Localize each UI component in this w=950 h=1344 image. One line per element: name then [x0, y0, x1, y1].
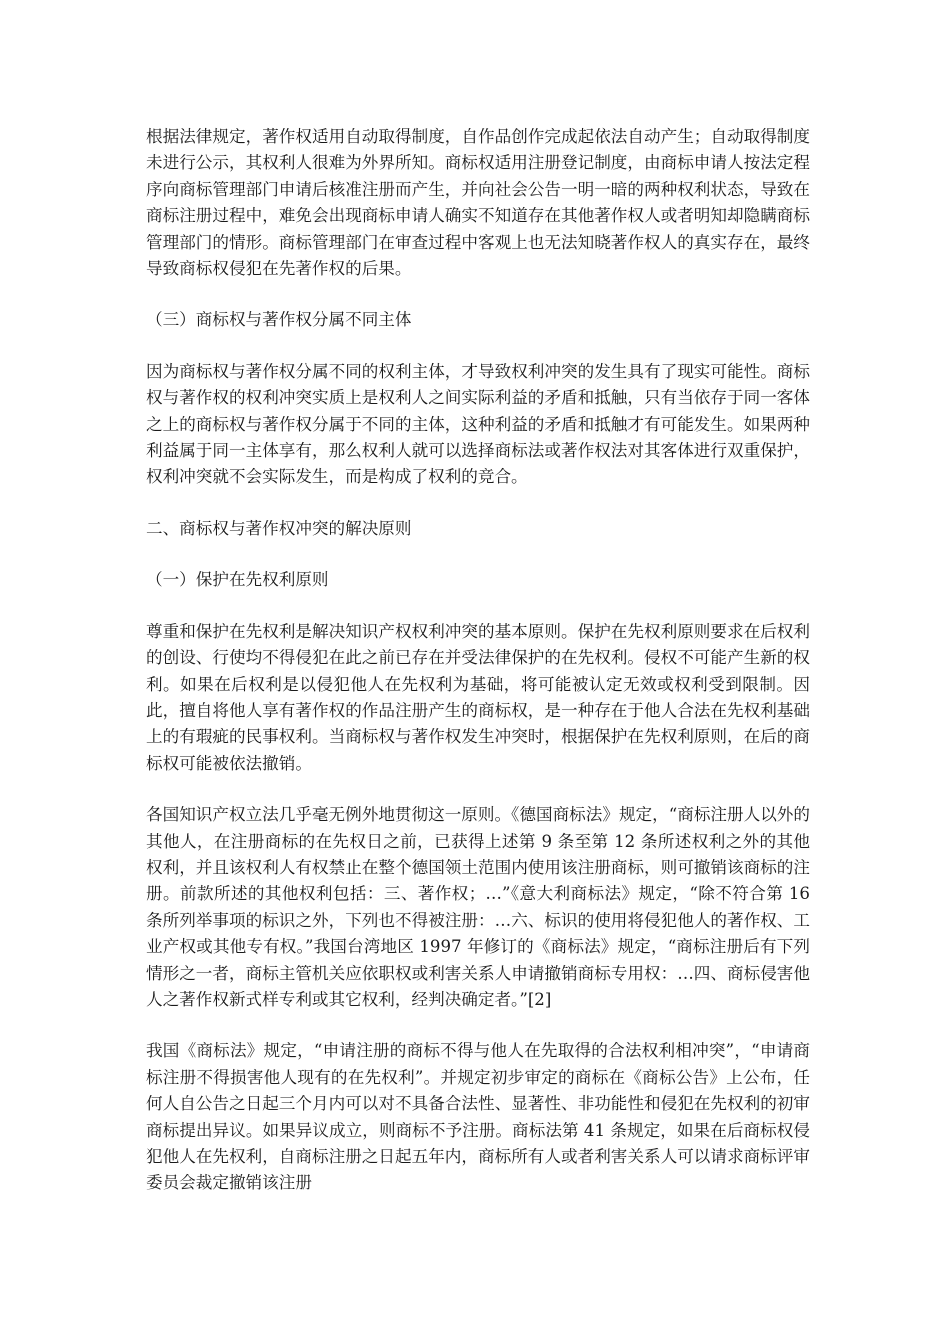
section-heading-prior-rights: （一）保护在先权利原则	[146, 570, 329, 590]
paragraph-chinese-trademark-law: 我国《商标法》规定，“申请注册的商标不得与他人在先取得的合法权利相冲突”，“申请商标注册不得损害他人现有的在先权利”。并规定初步审定的商标在《商标公告》上公布，任何人自公告之日起三个月内可以对不具备合法性、显著性、非功能性和侵犯在先权利的初审商标提出异议。如果异议成立，则商标不予注册。商标法第 41 条规定，如果在后商标权侵犯他人在先权利，自商标注册之日起五年内，商标所有人或者利害关系人可以请求商标评审委员会裁定撤销该注册	[146, 1041, 810, 1193]
paragraph-copyright-registration: 根据法律规定，著作权适用自动取得制度，自作品创作完成起依法自动产生；自动取得制度未进行公示，其权利人很难为外界所知。商标权适用注册登记制度，由商标申请人按法定程序向商标管理部门申请后核准注册而产生，并向社会公告一明一暗的两种权利状态，导致在商标注册过程中，难免会出现商标申请人确实不知道存在其他著作权人或者明知却隐瞒商标管理部门的情形。商标管理部门在审查过程中客观上也无法知晓著作权人的真实存在，最终导致商标权侵犯在先著作权的后果。	[146, 127, 810, 279]
paragraph-foreign-legislation: 各国知识产权立法几乎毫无例外地贯彻这一原则。《德国商标法》规定，“商标注册人以外的其他人，在注册商标的在先权日之前，已获得上述第 9 条至第 12 条所述权利之外的其他权利，并且该权利人有权禁止在整个德国领土范围内使用该注册商标，则可撤销该商标的注册。前款所述的其他权利包括：三、著作权；…”《意大利商标法》规定，“除不符合第 16 条所列举事项的标识之外，下列也不得被注册：…六、标识的使用将侵犯他人的著作权、工业产权或其他专有权。”我国台湾地区 1997 年修订的《商标法》规定，“商标注册后有下列情形之一者，商标主管机关应依职权或利害关系人申请撤销商标专用权：…四、商标侵害他人之著作权新式样专利或其它权利，经判决确定者。”[2]	[146, 805, 810, 1009]
paragraph-different-subjects: 因为商标权与著作权分属不同的权利主体，才导致权利冲突的发生具有了现实可能性。商标权与著作权的权利冲突实质上是权利人之间实际利益的矛盾和抵触，只有当依存于同一客体之上的商标权与著作权分属于不同的主体，这种利益的矛盾和抵触才有可能发生。如果两种利益属于同一主体享有，那么权利人就可以选择商标法或著作权法对其客体进行双重保护，权利冲突就不会实际发生，而是构成了权利的竞合。	[146, 361, 810, 487]
chapter-heading-resolution-principles: 二、商标权与著作权冲突的解决原则	[146, 518, 412, 538]
section-heading-different-subjects: （三）商标权与著作权分属不同主体	[146, 310, 412, 330]
paragraph-prior-rights: 尊重和保护在先权利是解决知识产权权利冲突的基本原则。保护在先权利原则要求在后权利的创设、行使均不得侵犯在此之前已存在并受法律保护的在先权利。侵权不可能产生新的权利。如果在后权利是以侵犯他人在先权利为基础，将可能被认定无效或权利受到限制。因此，擅自将他人享有著作权的作品注册产生的商标权，是一种存在于他人合法在先权利基础上的有瑕疵的民事权利。当商标权与著作权发生冲突时，根据保护在先权利原则，在后的商标权可能被依法撤销。	[146, 621, 810, 773]
